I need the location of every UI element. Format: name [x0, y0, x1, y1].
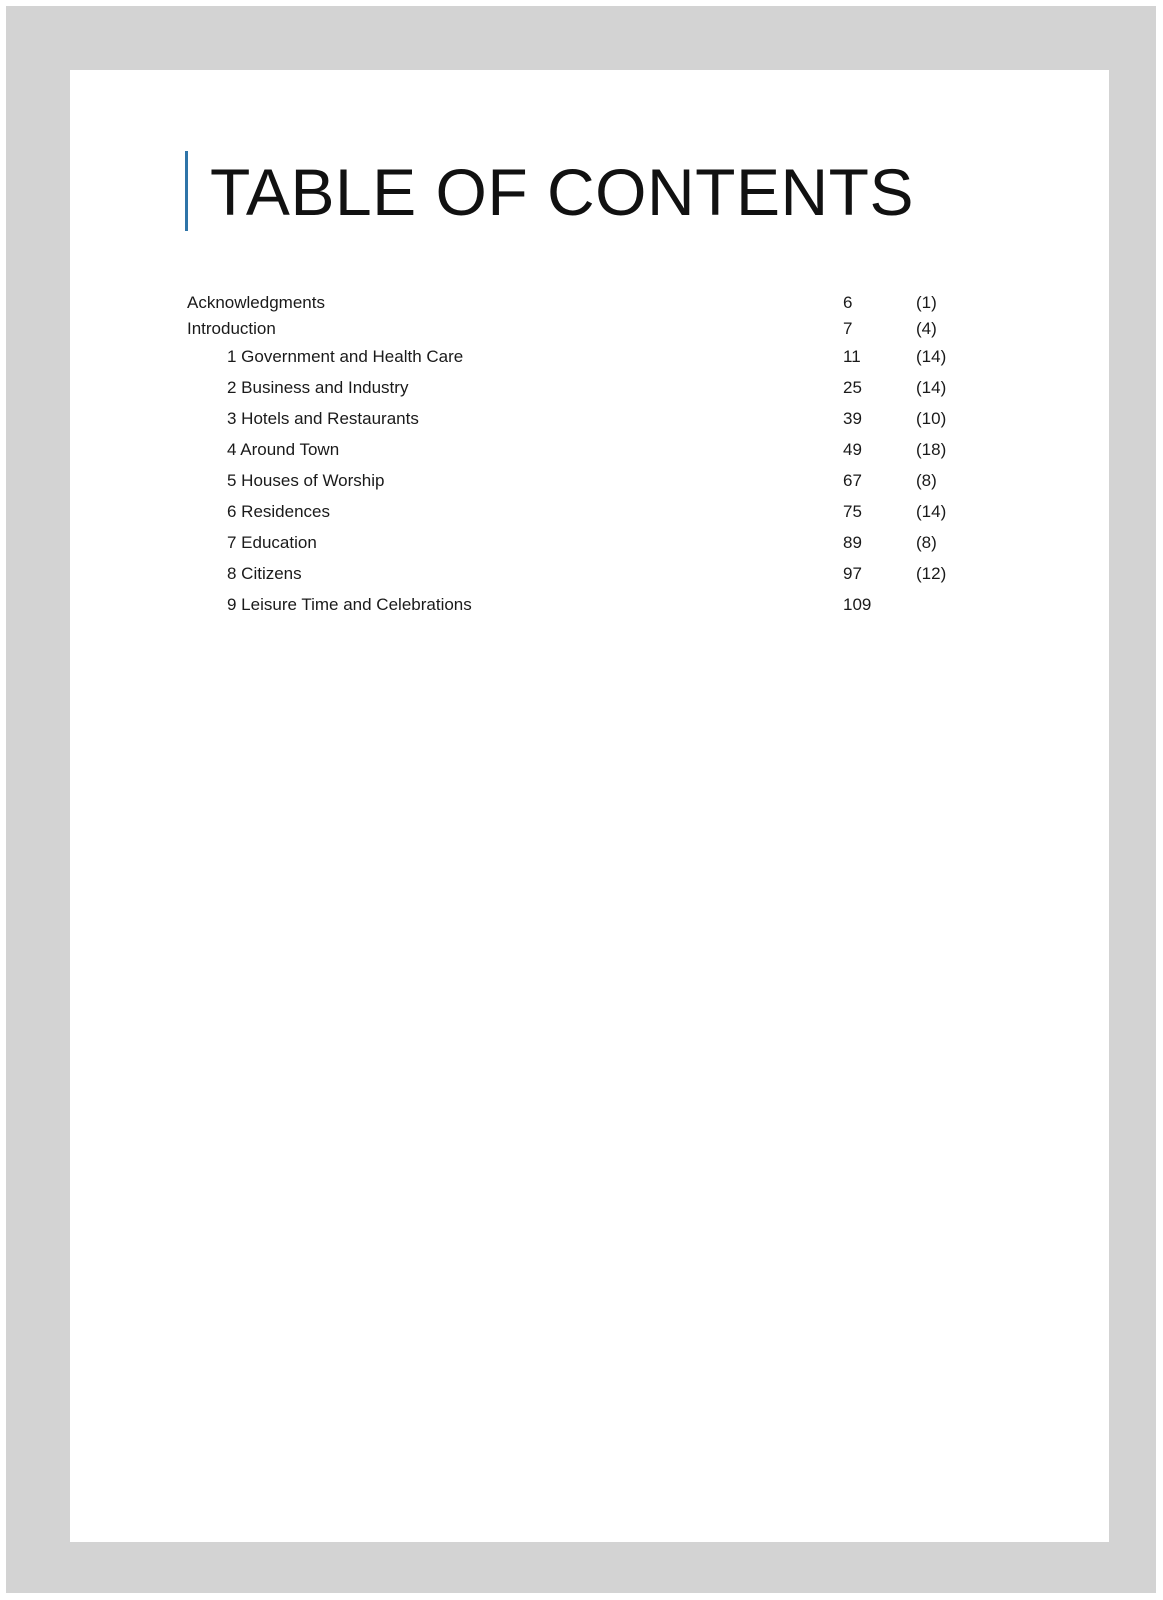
toc-entry-page-number: 25 [843, 378, 862, 397]
toc-entry-page-number: 75 [843, 502, 862, 521]
toc-entry-label: 8 Citizens [227, 564, 302, 583]
toc-entry-label: Introduction [187, 319, 276, 338]
toc-entry [70, 316, 1109, 342]
page-title: TABLE OF CONTENTS [210, 155, 915, 229]
toc-entry-page-number: 109 [843, 595, 872, 614]
toc-entry [70, 592, 1109, 618]
toc-entry-count: (14) [916, 378, 947, 397]
toc-entry-page-number: 11 [843, 347, 861, 366]
toc-entry [70, 468, 1109, 494]
toc-entry-label: Acknowledgments [187, 293, 325, 312]
toc-entry-label: 5 Houses of Worship [227, 471, 385, 490]
toc-entry-count: (8) [916, 471, 937, 490]
toc-entry [70, 499, 1109, 525]
toc-entry-page-number: 97 [843, 564, 862, 583]
toc-entry-label: 7 Education [227, 533, 317, 552]
toc-entry-label: 4 Around Town [227, 440, 340, 459]
toc-entry-count: (8) [916, 533, 937, 552]
toc-entry-count: (10) [916, 409, 947, 428]
title-accent-bar [185, 151, 188, 231]
toc-entry-count: (14) [916, 347, 947, 366]
toc-entry-label: 6 Residences [227, 502, 331, 521]
toc-entry [70, 375, 1109, 401]
page-background [6, 6, 1156, 1593]
toc-entry-count: (4) [916, 319, 937, 338]
toc-entry [70, 561, 1109, 587]
toc-entry [70, 344, 1109, 370]
toc-entry [70, 290, 1109, 316]
document-page [70, 70, 1109, 1542]
toc-entry-label: 3 Hotels and Restaurants [227, 409, 419, 428]
toc-entry-count: (12) [916, 564, 947, 583]
toc-entry-label: 9 Leisure Time and Celebrations [227, 595, 472, 614]
toc-entry-label: 2 Business and Industry [227, 378, 409, 397]
toc-entry-page-number: 6 [843, 293, 853, 312]
toc-entry-page-number: 49 [843, 440, 862, 459]
toc-entry [70, 406, 1109, 432]
toc-entry-label: 1 Government and Health Care [227, 347, 464, 366]
toc-entry-page-number: 39 [843, 409, 862, 428]
toc-entry [70, 437, 1109, 463]
toc-entry [70, 530, 1109, 556]
toc-entry-page-number: 7 [843, 319, 853, 338]
toc-entry-count: (1) [916, 293, 937, 312]
toc-entry-count: (18) [916, 440, 947, 459]
toc-entry-count: (14) [916, 502, 947, 521]
toc-entry-page-number: 67 [843, 471, 862, 490]
toc-entry-page-number: 89 [843, 533, 862, 552]
